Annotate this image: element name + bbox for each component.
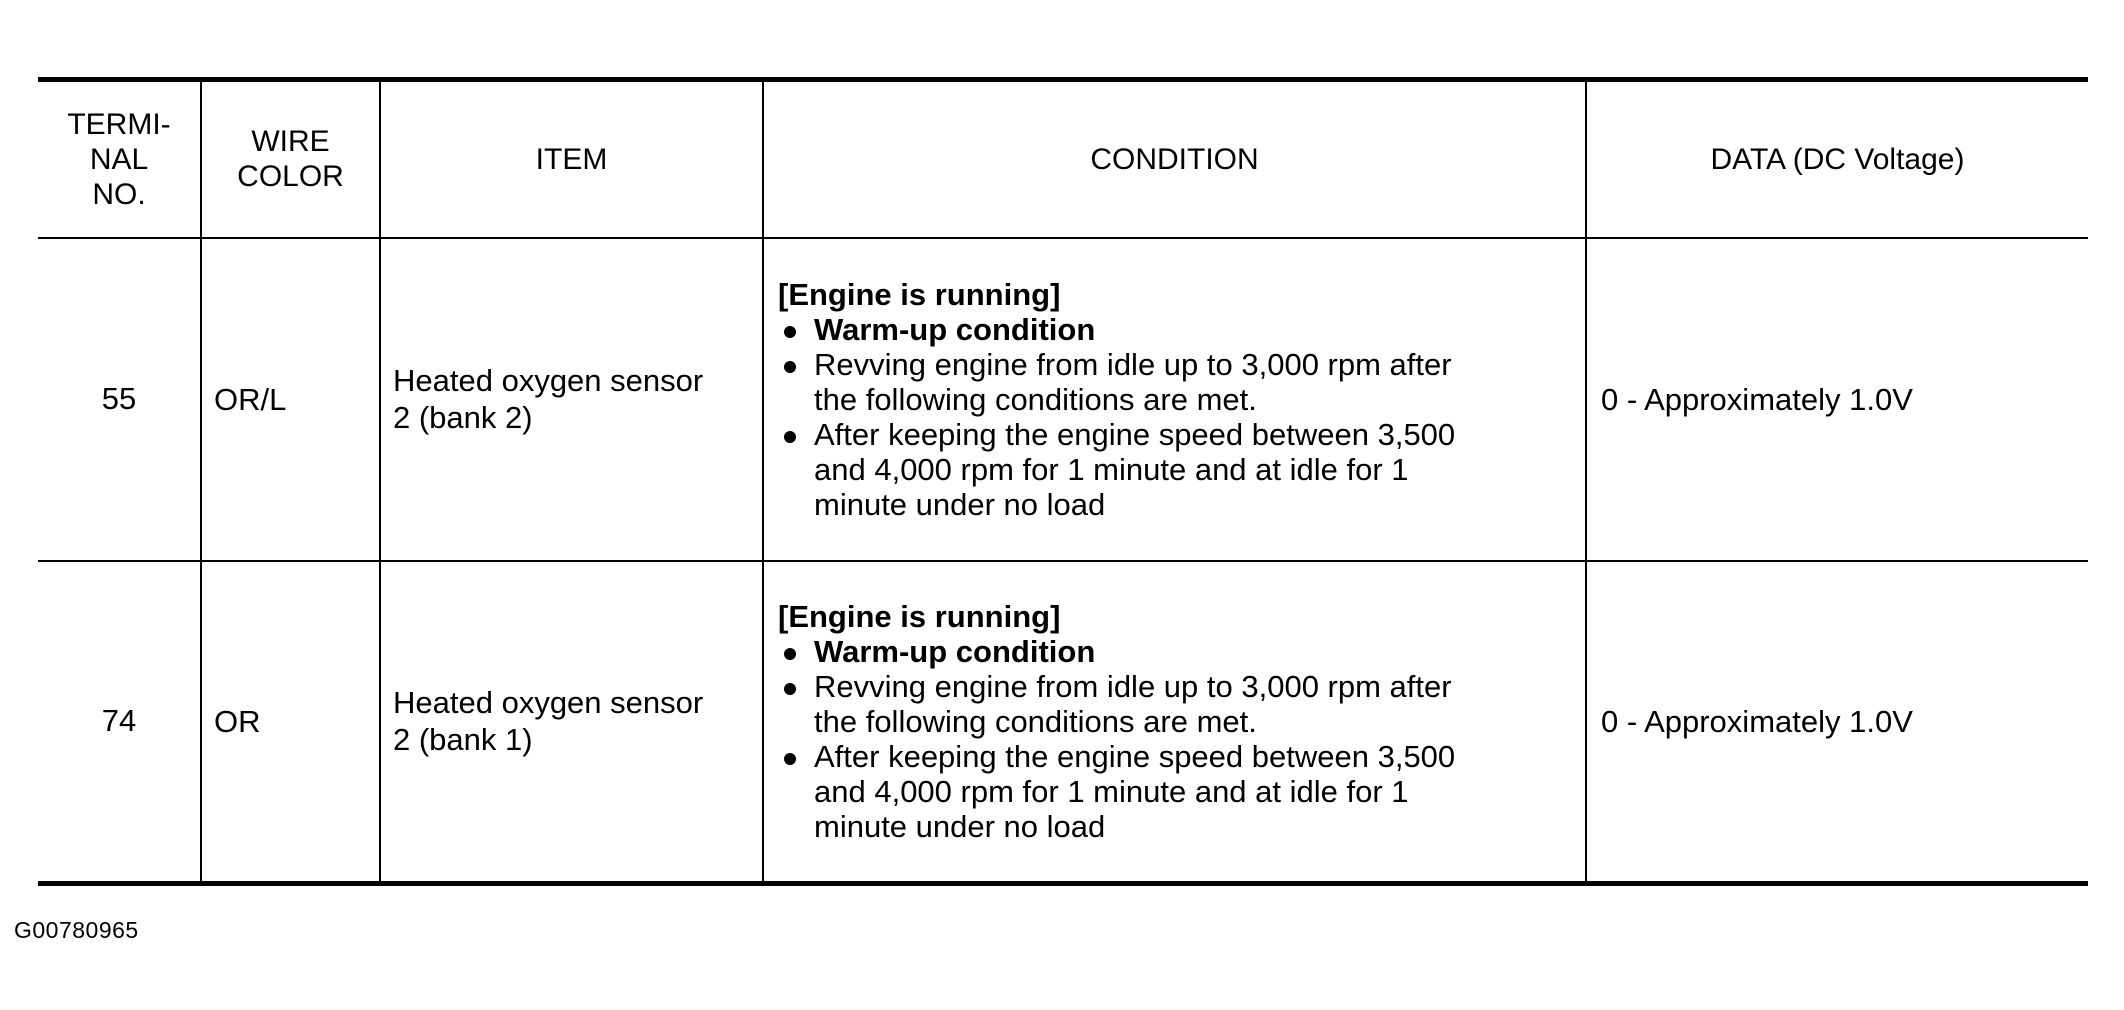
condition-item bbox=[778, 347, 1577, 417]
condition-line: After keeping the engine speed between 3,500 bbox=[814, 416, 1456, 452]
header-terminal-line: TERMI- bbox=[67, 107, 171, 141]
condition-item bbox=[778, 739, 1577, 844]
condition-cell bbox=[763, 238, 1586, 561]
condition-item bbox=[778, 417, 1577, 522]
table-row bbox=[38, 561, 2088, 884]
condition-heading: [Engine is running] bbox=[778, 598, 1061, 634]
header-terminal-line: NO. bbox=[92, 177, 146, 211]
condition-item bbox=[778, 634, 1577, 669]
condition-list bbox=[778, 312, 1577, 522]
bullet-icon bbox=[784, 361, 796, 373]
wire-color: OR bbox=[201, 561, 380, 884]
header-wire-line: WIRE bbox=[251, 125, 330, 159]
condition-line: the following conditions are met. bbox=[814, 703, 1257, 739]
terminal-number: 74 bbox=[38, 561, 201, 884]
condition-cell bbox=[763, 561, 1586, 884]
condition-list bbox=[778, 634, 1577, 844]
terminal-data-table bbox=[38, 77, 2088, 886]
wire-color: OR/L bbox=[201, 238, 380, 561]
item-line: Heated oxygen sensor bbox=[393, 685, 704, 721]
item-name bbox=[380, 561, 763, 884]
table-row bbox=[38, 238, 2088, 561]
header-condition: CONDITION bbox=[763, 80, 1586, 238]
header-wire-color bbox=[201, 80, 380, 238]
header-wire-line: COLOR bbox=[237, 160, 344, 194]
condition-line: minute under no load bbox=[814, 808, 1106, 844]
bullet-icon bbox=[784, 431, 796, 443]
condition-line: Revving engine from idle up to 3,000 rpm after bbox=[814, 668, 1452, 704]
condition-line: After keeping the engine speed between 3,500 bbox=[814, 738, 1456, 774]
item-line: 2 (bank 2) bbox=[393, 400, 533, 435]
condition-line: the following conditions are met. bbox=[814, 381, 1257, 417]
bullet-icon bbox=[784, 753, 796, 765]
condition-line: Warm-up condition bbox=[814, 311, 1096, 347]
condition-line: Revving engine from idle up to 3,000 rpm after bbox=[814, 346, 1452, 382]
data-voltage: 0 - Approximately 1.0V bbox=[1586, 561, 2088, 884]
condition-heading: [Engine is running] bbox=[778, 276, 1061, 312]
condition-line: and 4,000 rpm for 1 minute and at idle for 1 bbox=[814, 773, 1409, 809]
figure-code: G00780965 bbox=[14, 917, 139, 943]
item-line: 2 (bank 1) bbox=[393, 722, 533, 758]
table-header-row bbox=[38, 80, 2088, 238]
item-line: Heated oxygen sensor bbox=[393, 363, 704, 398]
item-name bbox=[380, 238, 763, 561]
header-data: DATA (DC Voltage) bbox=[1586, 80, 2088, 238]
header-terminal-no bbox=[38, 80, 201, 238]
bullet-icon bbox=[784, 683, 796, 695]
condition-item bbox=[778, 669, 1577, 739]
condition-line: minute under no load bbox=[814, 486, 1106, 522]
condition-line: and 4,000 rpm for 1 minute and at idle for 1 bbox=[814, 451, 1409, 487]
data-voltage: 0 - Approximately 1.0V bbox=[1586, 238, 2088, 561]
bullet-icon bbox=[784, 326, 796, 338]
condition-item bbox=[778, 312, 1577, 347]
condition-line: Warm-up condition bbox=[814, 633, 1096, 669]
terminal-number: 55 bbox=[38, 238, 201, 561]
header-terminal-line: NAL bbox=[89, 142, 149, 176]
header-item: ITEM bbox=[380, 80, 763, 238]
bullet-icon bbox=[784, 648, 796, 660]
